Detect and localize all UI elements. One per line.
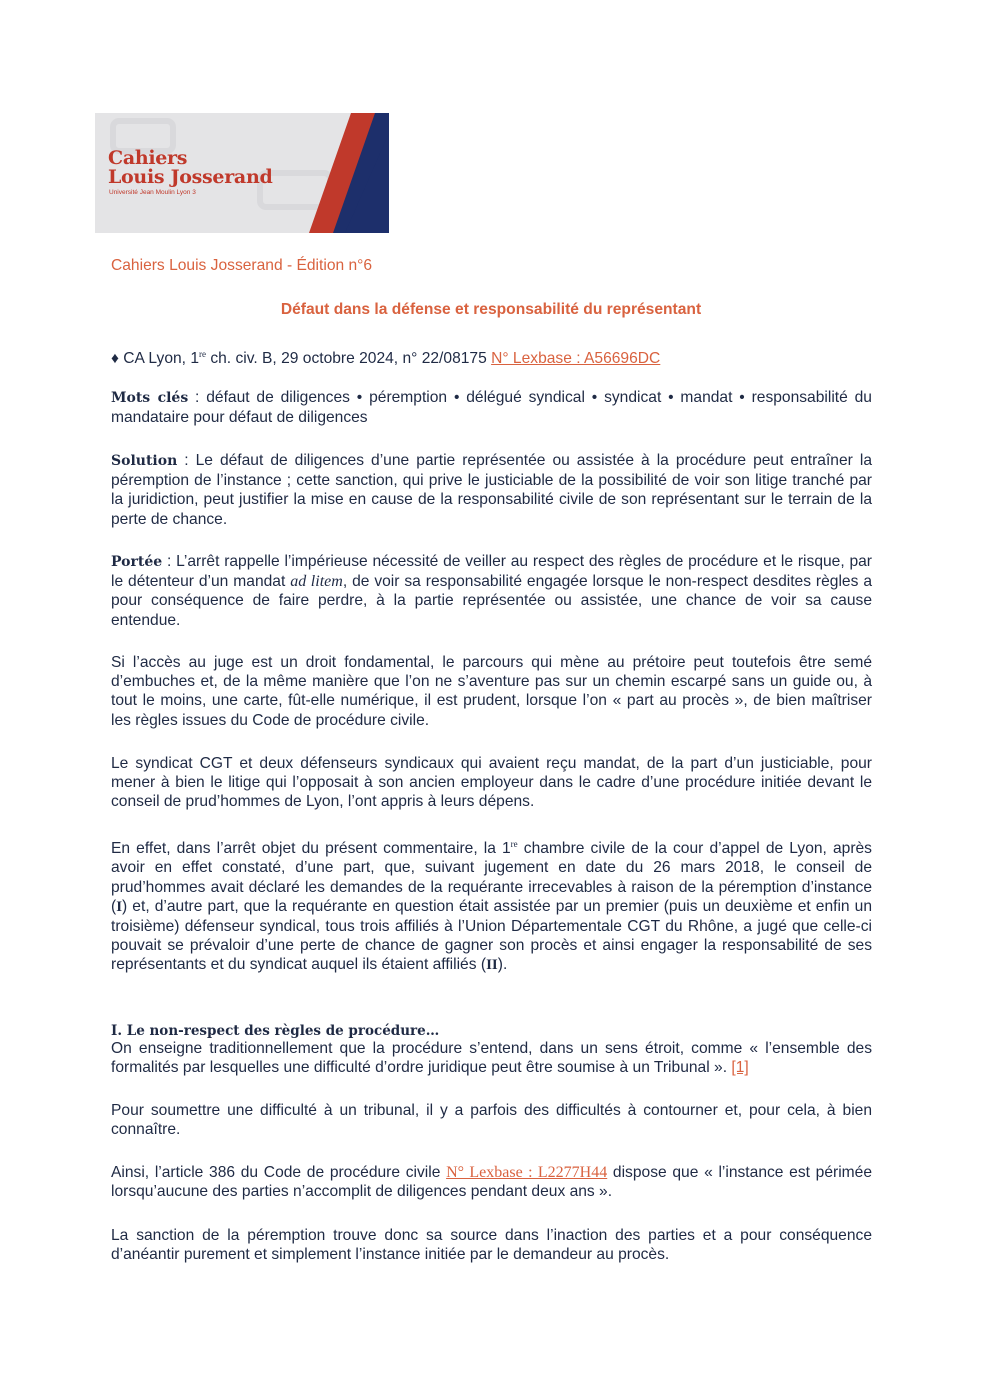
keywords-paragraph — [111, 388, 872, 427]
edition-label: Cahiers Louis Josserand - Édition n°6 — [111, 257, 373, 274]
journal-logo — [95, 113, 389, 233]
footnote-link-1[interactable]: [1] — [731, 1059, 749, 1077]
para6-quote: « l’instance est périmée lorsqu’aucune des parties n’accomplit de diligences pendant deux ans » — [111, 1164, 872, 1201]
para3-sup: re — [510, 839, 518, 849]
para6-a: Ainsi, l’article 386 du Code de procédure civile — [111, 1164, 447, 1181]
lexbase-link[interactable]: N° Lexbase : A56696DC — [491, 350, 661, 368]
solution-label: Solution — [111, 453, 178, 469]
paragraph-2: Le syndicat CGT et deux défenseurs syndicaux qui avaient reçu mandat, de la part d’un justiciable, pour mener à bien le litige qui l’opposait à son ancien employeur dans le cadre d’une procédure initiée devant le conseil de prud’hommes de Lyon, l’ont appris à leurs dépens. — [111, 755, 872, 811]
section-heading-1: I. Le non-respect des règles de procédure… — [111, 1023, 440, 1039]
logo-line-1: Cahiers — [108, 147, 188, 169]
paragraph-4 — [111, 1039, 872, 1077]
portee-label: Portée — [111, 554, 163, 570]
para3-c: ) et, d’autre part, que la requérante en question était assistée par un premier (puis un deuxième et enfin un troisième) défenseur syndical, tous trois affiliés à l’Union Départementale CGT du Rhône, a jugé que celle-ci pouvait se prévaloir d’une perte de chance de gagner son procès et ainsi engager la responsabilité de ses représentants et du syndicat auquel ils étaient affiliés ( — [111, 897, 872, 974]
ref-prefix: ♦ CA Lyon, 1 — [111, 350, 199, 368]
article-title: Défaut dans la défense et responsabilité du représentant — [280, 301, 702, 318]
paragraph-6 — [111, 1163, 872, 1201]
para4-quote: « l’ensemble des formalités par lesquelles une difficulté d’ordre juridique peut être soumise à un Tribunal » — [111, 1040, 872, 1077]
para3-b: chambre civile de la cour d’appel de Lyon, après avoir en effet constaté, d’une part, que, suivant jugement en date du 26 mars 2018, le conseil de prud’hommes avait déclaré les demandes de la requérante irrecevables à raison de la péremption d’instance ( — [111, 840, 872, 915]
ref-suffix: ch. civ. B, 29 octobre 2024, n° 22/08175 — [206, 350, 492, 368]
keywords-text: : défaut de diligences • péremption • délégué syndical • syndicat • mandat • responsabilité du mandataire pour défaut de diligences — [111, 389, 872, 427]
paragraph-1: Si l’accès au juge est un droit fondamental, le parcours qui mène au prétoire peut toutefois être semé d’embuches et, de la même manière que l’on ne s’aventure pas sur un chemin escarpé sans un guide ou, à tout le moins, une carte, fût-elle numérique, il est prudent, lorsque l’on « part au procès », de bien maîtriser les règles issues du Code de procédure civile. — [111, 654, 872, 729]
keywords-label: Mots clés — [111, 390, 189, 406]
para6-b: dispose que — [607, 1164, 705, 1181]
decision-reference — [111, 345, 872, 368]
portee-text-1: : L’arrêt rappelle l’impérieuse nécessité de veiller au respect des règles de procédure et le risque, par le détenteur d’un mandat — [111, 553, 872, 591]
para3-roman-2: II — [486, 957, 498, 974]
logo-subtitle: Université Jean Moulin Lyon 3 — [109, 189, 196, 196]
para3-roman-1: I — [116, 898, 123, 915]
para3-a: En effet, dans l’arrêt objet du présent commentaire, la 1 — [111, 840, 511, 858]
solution-text: : Le défaut de diligences d’une partie représentée ou assistée à la procédure peut entraîner la péremption de l’instance ; cette sanction, qui prive le justiciable de la possibilité de voir son litige tranché par la juridiction, peut justifier la mise en cause de la responsabilité civile de son représentant sur le terrain de la perte de chance. — [111, 452, 872, 528]
para4-b: . — [722, 1059, 732, 1077]
paragraph-5: Pour soumettre une difficulté à un tribunal, il y a parfois des difficultés à contourner et, pour cela, à bien connaître. — [111, 1102, 872, 1139]
paragraph-7: La sanction de la péremption trouve donc sa source dans l’inaction des parties et a pour conséquence d’anéantir purement et simplement l’instance initiée par le demandeur au procès. — [111, 1227, 872, 1264]
paragraph-3 — [111, 835, 872, 976]
ref-sup: re — [199, 349, 206, 359]
portee-italic: ad litem — [290, 573, 343, 591]
para3-d: ). — [497, 956, 508, 974]
para6-c: . — [607, 1183, 613, 1201]
logo-line-2: Louis Josserand — [108, 166, 273, 188]
portee-paragraph — [111, 552, 872, 630]
portee-text-2: , de voir sa responsabilité engagée lorsque le non-respect desdites règles a pour conséquence de faire perdre, à la partie représentée ou assistée, une chance de voir sa cause entendue. — [111, 573, 873, 629]
para4-a: On enseigne traditionnellement que la procédure s’entend, dans un sens étroit, comme — [111, 1040, 750, 1057]
lexbase-article-link[interactable]: N° Lexbase : L2277H44 — [446, 1164, 608, 1181]
solution-paragraph — [111, 451, 872, 529]
